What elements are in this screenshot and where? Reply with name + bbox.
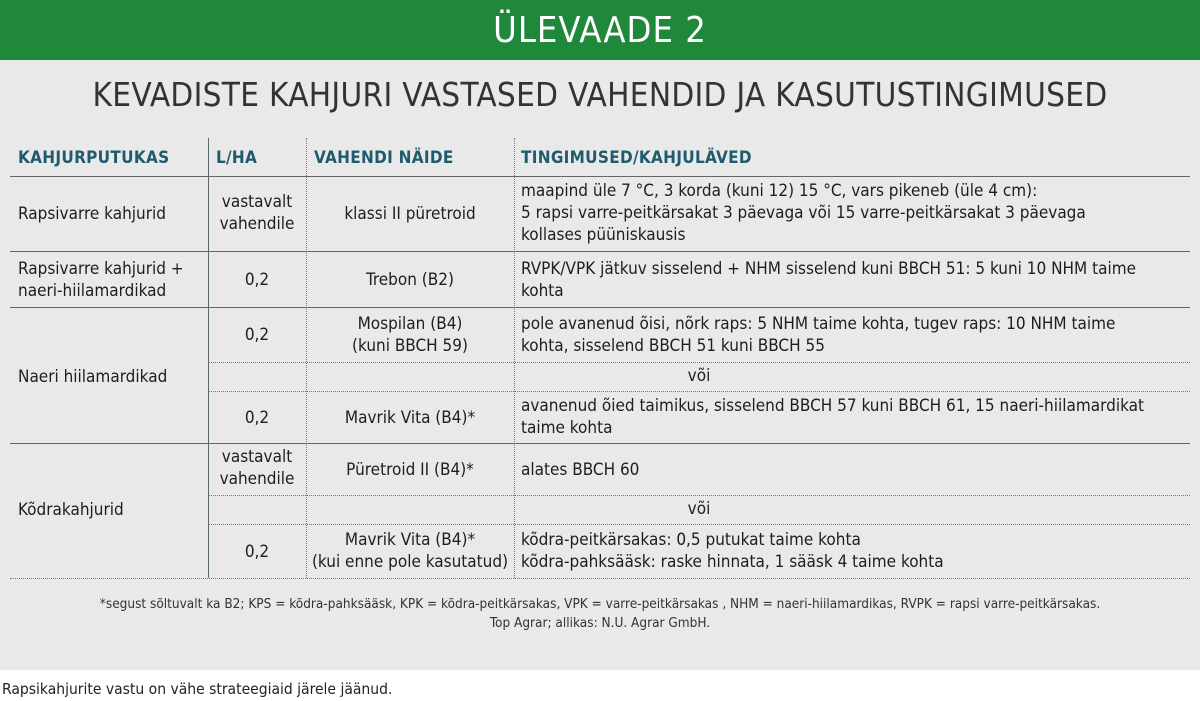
product-cell: Trebon (B2) [366, 270, 454, 290]
conditions-cell [521, 395, 1144, 439]
conditions-line: avanenud õied taimikus, sisselend BBCH 57 kuni BBCH 61, 15 naeri-hiilamardikat [521, 396, 1144, 416]
product-line: (kuni BBCH 59) [352, 336, 468, 356]
header-title: ÜLEVAADE 2 [493, 9, 707, 51]
dose-line: vastavalt [221, 192, 293, 212]
row-divider [10, 251, 1190, 252]
product-cell: Püretroid II (B4)* [346, 460, 474, 480]
image-caption: Rapsikahjurite vastu on vähe strateegiaid järele jäänud. [2, 680, 393, 698]
product-cell [306, 529, 514, 573]
conditions-cell [521, 313, 1115, 357]
conditions-cell [521, 180, 1086, 246]
product-line: (kui enne pole kasutatud) [311, 552, 509, 572]
conditions-line: kohta, sisselend BBCH 51 kuni BBCH 55 [521, 336, 825, 356]
dose-line: vahendile [219, 214, 295, 234]
row-divider [10, 443, 1190, 444]
pest-cell: Kõdrakahjurid [18, 500, 124, 520]
dose-cell: 0,2 [244, 270, 270, 290]
row-divider [10, 307, 1190, 308]
conditions-line: kohta [521, 281, 564, 301]
product-cell [306, 313, 514, 357]
pest-cell [18, 258, 184, 302]
product-line: Mospilan (B4) [357, 314, 463, 334]
dose-cell: 0,2 [244, 325, 270, 345]
pest-line: Rapsivarre kahjurid + [18, 259, 184, 279]
product-line: Mavrik Vita (B4)* [344, 530, 476, 550]
or-divider [208, 362, 1190, 363]
conditions-line: 5 rapsi varre-peitkärsakat 3 päevaga või 15 varre-peitkärsakat 3 päevaga [521, 203, 1086, 223]
pest-cell: Naeri hiilamardikad [18, 367, 168, 387]
footnote [0, 595, 1200, 633]
col-heading-dose: L/HA [216, 148, 258, 168]
dose-cell [208, 446, 306, 490]
col-heading-pest: KAHJURPUTUKAS [18, 148, 170, 168]
conditions-cell [521, 258, 1136, 302]
col-heading-product: VAHENDI NÄIDE [314, 148, 454, 168]
page-subtitle: KEVADISTE KAHJURI VASTASED VAHENDID JA KASUTUSTINGIMUSED [92, 75, 1108, 114]
dose-line: vahendile [219, 469, 295, 489]
header-band [0, 0, 1200, 60]
conditions-cell [521, 529, 944, 573]
col-heading-conditions: TINGIMUSED/KAHJULÄVED [521, 148, 752, 168]
or-divider [208, 391, 1190, 392]
conditions-line: pole avanenud õisi, nõrk raps: 5 NHM taime kohta, tugev raps: 10 NHM taime [521, 314, 1116, 334]
dose-line: vastavalt [221, 447, 293, 467]
conditions-line: kõdra-pahksääsk: raske hinnata, 1 sääsk 4 taime kohta [521, 552, 944, 572]
conditions-line: maapind üle 7 °C, 3 korda (kuni 12) 15 °C, vars pikeneb (üle 4 cm): [521, 181, 1038, 201]
conditions-line: kõdra-peitkärsakas: 0,5 putukat taime kohta [521, 530, 861, 550]
or-label: või [687, 499, 711, 519]
product-cell: klassi II püretroid [344, 204, 476, 224]
conditions-cell: alates BBCH 60 [521, 460, 640, 480]
footnote-line: *segust sõltuvalt ka B2; KPS = kõdra-pahksääsk, KPK = kõdra-peitkärsakas, VPK = varre-peitkärsakas , NHM = naeri-hiilamardikas, RVPK = rapsi varre-peitkärsakas. [99, 596, 1101, 612]
pest-line: naeri-hiilamardikad [18, 281, 167, 301]
or-label: või [687, 366, 711, 386]
footnote-source: Top Agrar; allikas: N.U. Agrar GmbH. [489, 615, 711, 631]
or-divider [208, 495, 1190, 496]
conditions-line: kollases püüniskausis [521, 225, 686, 245]
dose-cell: 0,2 [244, 542, 270, 562]
header-rule [10, 176, 1190, 177]
pest-cell: Rapsivarre kahjurid [18, 204, 166, 224]
dose-cell: 0,2 [244, 408, 270, 428]
product-cell: Mavrik Vita (B4)* [344, 408, 476, 428]
table-bottom-rule [10, 578, 1190, 579]
conditions-line: taime kohta [521, 418, 613, 438]
or-divider [208, 524, 1190, 525]
conditions-line: RVPK/VPK jätkuv sisselend + NHM sisselend kuni BBCH 51: 5 kuni 10 NHM taime [521, 259, 1137, 279]
dose-cell [208, 191, 306, 235]
